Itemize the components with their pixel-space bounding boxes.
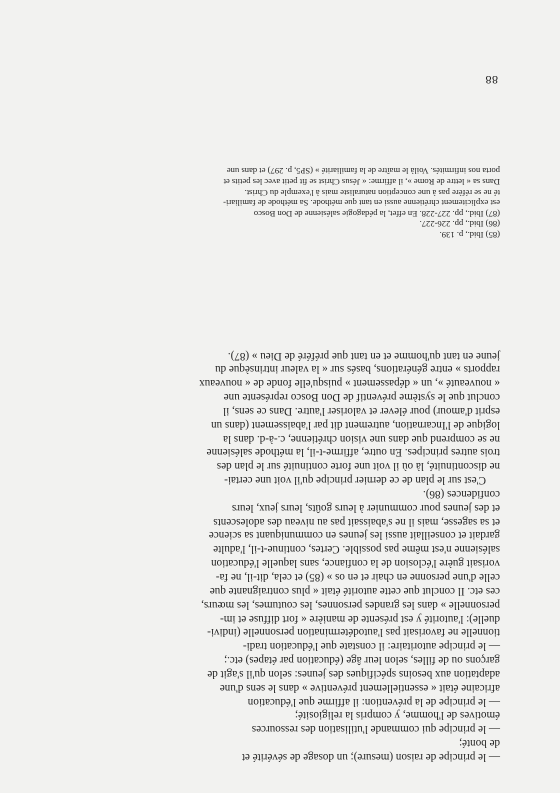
body-line: celle d'une personne en chair et en os » (85) et cela, dit-il, ne fa- [215,571,500,584]
body-line: ces etc. Il conclut que cette autorité était « plus contraignante que [209,584,500,597]
body-line: — le principe autoritaire: il constate que l'éducation tradi- [242,640,500,653]
body-line: jeune en tant qu'homme et en tant que préféré de Dieu » (87). [227,349,500,362]
body-line: africaine était « essentiellement préventive » dans le sens d'une [219,681,500,694]
footnote-line: Dans sa « lettre de Rome », il affirme: « Jésus Christ se fit petit avec les petits et [223,177,500,188]
body-line: ne discontinuité, là où il voit une forte continuité sur le plan des [216,460,500,473]
body-line: — le principe de raison (mesure); un dosage de sévérité et [241,751,500,763]
body-line: rapports » entre générations, basés sur « la valeur intrinsèque du [215,363,500,376]
body-line: trois autres principes. En outre, affirme-t-il, la méthode salésienne [206,446,500,459]
body-line: duelle): l'autorité y est présente de manière « fort diffuse et im- [220,612,500,625]
body-line: garçons ou de filles, selon leur âge (éducation par étapes) etc.; [224,654,500,667]
body-line: confidences (86). [422,487,500,500]
body-line: tionnelle ne favorisait pas l'autodétermination personnelle (indivi- [207,626,500,639]
body-line: de bonté; [459,737,500,750]
body-line: et sa sagesse, mais il ne s'abaissait pas au niveau des adolescents [213,515,500,528]
footnote-line: té ne se réfère pas à une conception naturaliste mais à l'exemple du Christ. [244,187,500,198]
body-text [60,348,500,763]
body-line: gardait et conseillait aussi les jeunes en communiquant sa science [208,529,500,542]
body-line: et des jeunes pour communier à leurs goûts, leurs jeux, leurs [231,501,500,514]
body-line: ne se comprend que dans une vision chrétienne, c.-à-d. dans la [223,432,500,445]
footnote-line: (86) Ibid., pp. 226-227. [419,219,500,230]
body-line: vorisait guère l'éclosion de la confiance, sans laquelle l'éducation [211,557,500,570]
body-line: C'est sur le plan de ce dernier principe qu'il voit une certai- [224,474,486,487]
footnotes [60,166,500,240]
footnote-line: est explicitement chrétienne aussi en tant que méthode. Sa méthode de familiari- [223,198,500,209]
body-line: — le principe qui commande l'utilisation des ressources [251,723,500,736]
body-line: émotives de l'homme, y compris la religiosité; [294,709,500,722]
body-line: logique de l'Incarnation, autrement dit par l'abaissement (dans un [211,418,500,431]
page-number: 88 [485,73,498,87]
body-line: personnelle » dans les grandes personnes, les coutumes, les mœurs, [201,598,500,611]
body-line: esprit d'amour) pour élever et valoriser l'autre. Dans ce sens, il [223,404,500,417]
body-line: — le principe de la prévention: il affirme que l'éducation [247,695,500,708]
footnote-line: (85) Ibid., p. 139. [439,230,500,240]
body-line: adaptation aux besoins spécifiques des jeunes: selon qu'il s'agit de [207,667,500,680]
footnote-line: (87) Ibid., pp. 227-228. En effet, la pédagogie salésienne de Don Bosco [253,208,500,219]
body-line: conclut que le système préventif de Don Bosco représente une [223,391,500,404]
body-line: « nouveauté », un « dépassement » puisqu'elle fonde de « nouveaux [199,377,500,390]
footnote-line: porta nos infirmités. Voilà le maître de la familiarité » (SP5, p. 297) et dans une [226,166,500,177]
body-line: salésienne n'est même pas possible. Certes, continue-t-il, l'adulte [213,543,500,556]
